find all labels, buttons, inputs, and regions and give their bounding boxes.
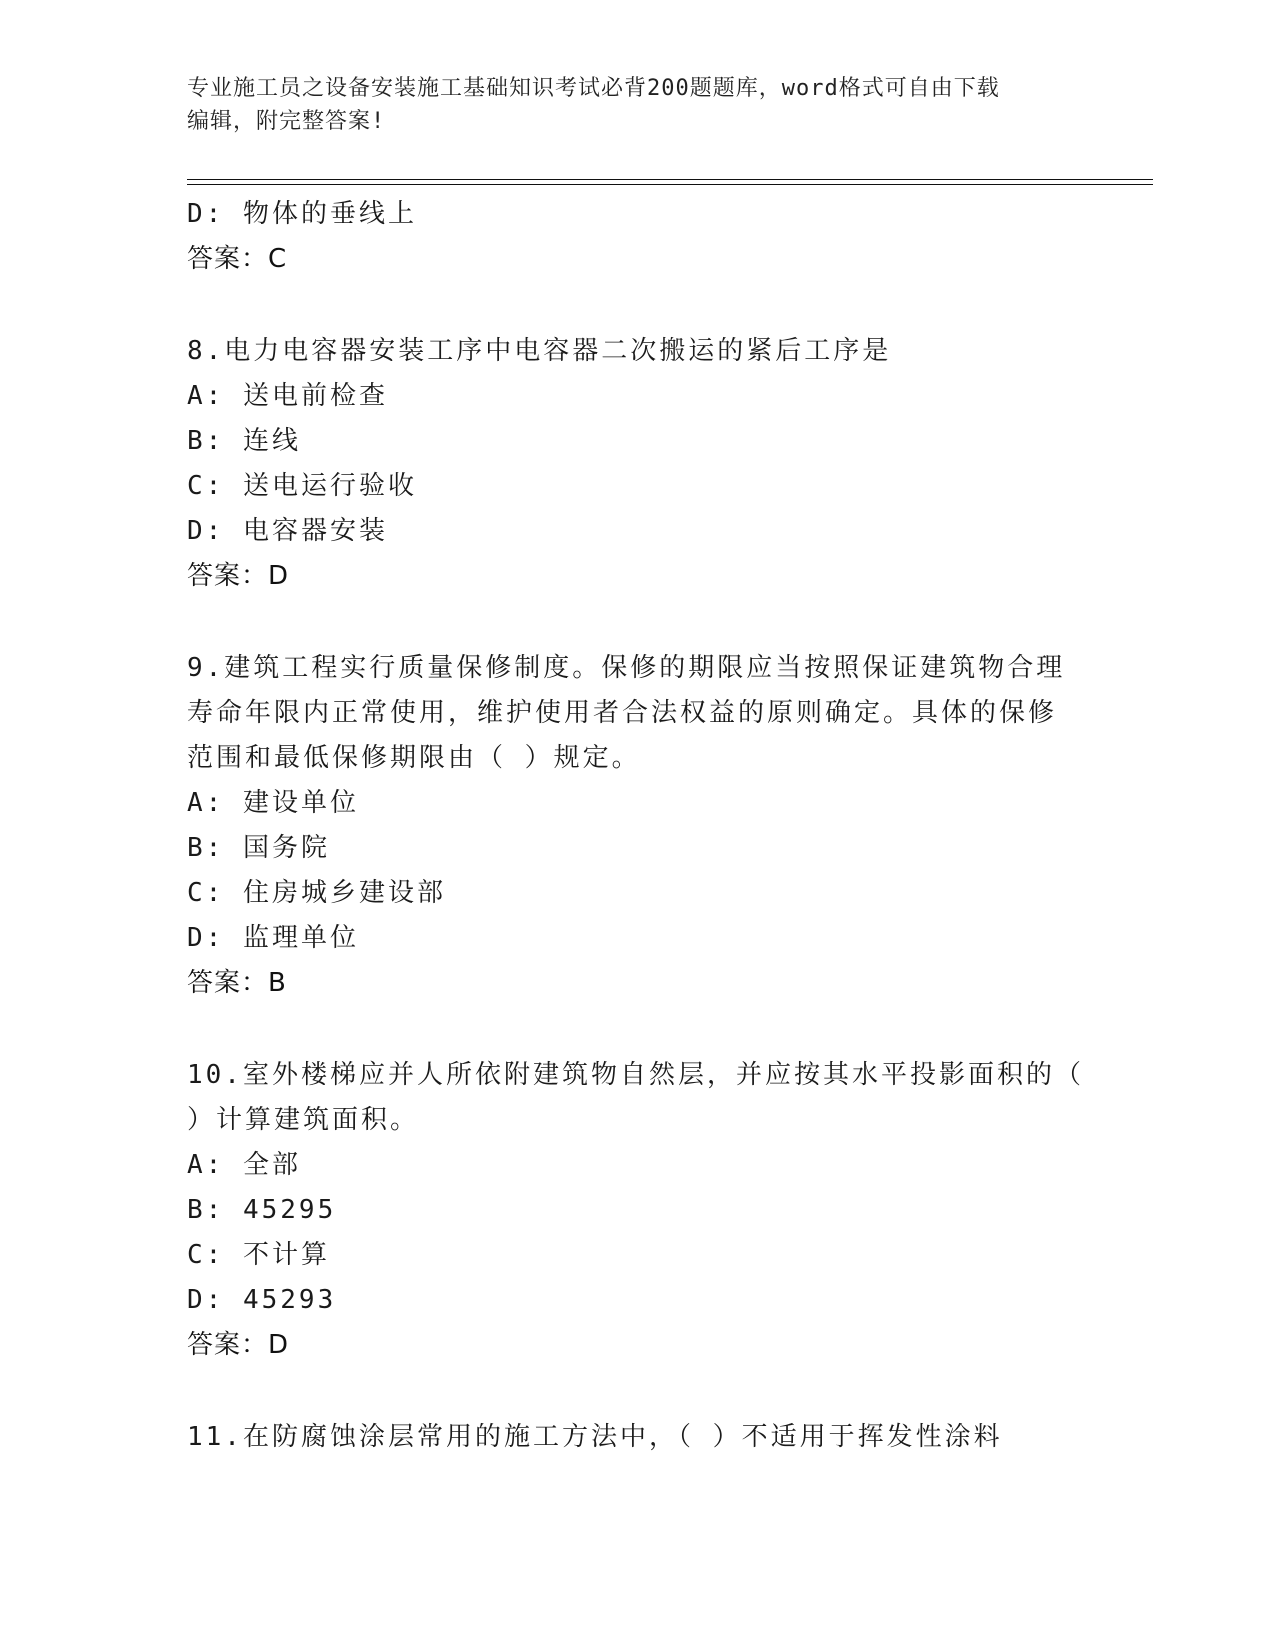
header-title-line-1: 专业施工员之设备安装施工基础知识考试必背200题题库，word格式可自由下载 <box>187 76 1000 101</box>
option-d: D: 物体的垂线上 <box>187 199 417 229</box>
question-text-line-1: 9.建筑工程实行质量保修制度。保修的期限应当按照保证建筑物合理 <box>187 653 1066 683</box>
question-text: 11.在防腐蚀涂层常用的施工方法中，（ ）不适用于挥发性涂料 <box>187 1422 1003 1452</box>
option-d: D: 45293 <box>187 1285 337 1315</box>
option-a: A: 送电前检查 <box>187 381 388 411</box>
question-list <box>187 192 1087 1460</box>
option-a: A: 全部 <box>187 1150 301 1180</box>
answer-line: 答案：D <box>187 1330 290 1360</box>
question-text-line-3: 范围和最低保修期限由（ ）规定。 <box>187 743 641 773</box>
page-header <box>187 72 1087 138</box>
question-text-line-1: 10.室外楼梯应并人所依附建筑物自然层，并应按其水平投影面积的（ <box>187 1060 1084 1090</box>
question-9 <box>187 646 1087 1006</box>
answer-line: 答案：C <box>187 244 288 274</box>
carryover-question <box>187 192 1087 282</box>
question-text: 8.电力电容器安装工序中电容器二次搬运的紧后工序是 <box>187 336 892 366</box>
option-a: A: 建设单位 <box>187 788 359 818</box>
header-title-line-2: 编辑，附完整答案! <box>187 109 386 134</box>
answer-line: 答案：B <box>187 968 287 998</box>
option-b: B: 连线 <box>187 426 301 456</box>
question-8 <box>187 329 1087 599</box>
question-10 <box>187 1053 1087 1368</box>
option-b: B: 45295 <box>187 1195 337 1225</box>
option-c: C: 住房城乡建设部 <box>187 878 446 908</box>
option-d: D: 监理单位 <box>187 923 359 953</box>
option-b: B: 国务院 <box>187 833 330 863</box>
question-text-line-2: 寿命年限内正常使用，维护使用者合法权益的原则确定。具体的保修 <box>187 698 1058 728</box>
question-11 <box>187 1415 1087 1460</box>
option-c: C: 不计算 <box>187 1240 330 1270</box>
question-text-line-2: ）计算建筑面积。 <box>187 1105 420 1135</box>
header-divider-bottom <box>187 184 1153 185</box>
answer-line: 答案：D <box>187 561 290 591</box>
header-divider-top <box>187 179 1153 180</box>
option-c: C: 送电运行验收 <box>187 471 417 501</box>
option-d: D: 电容器安装 <box>187 516 388 546</box>
